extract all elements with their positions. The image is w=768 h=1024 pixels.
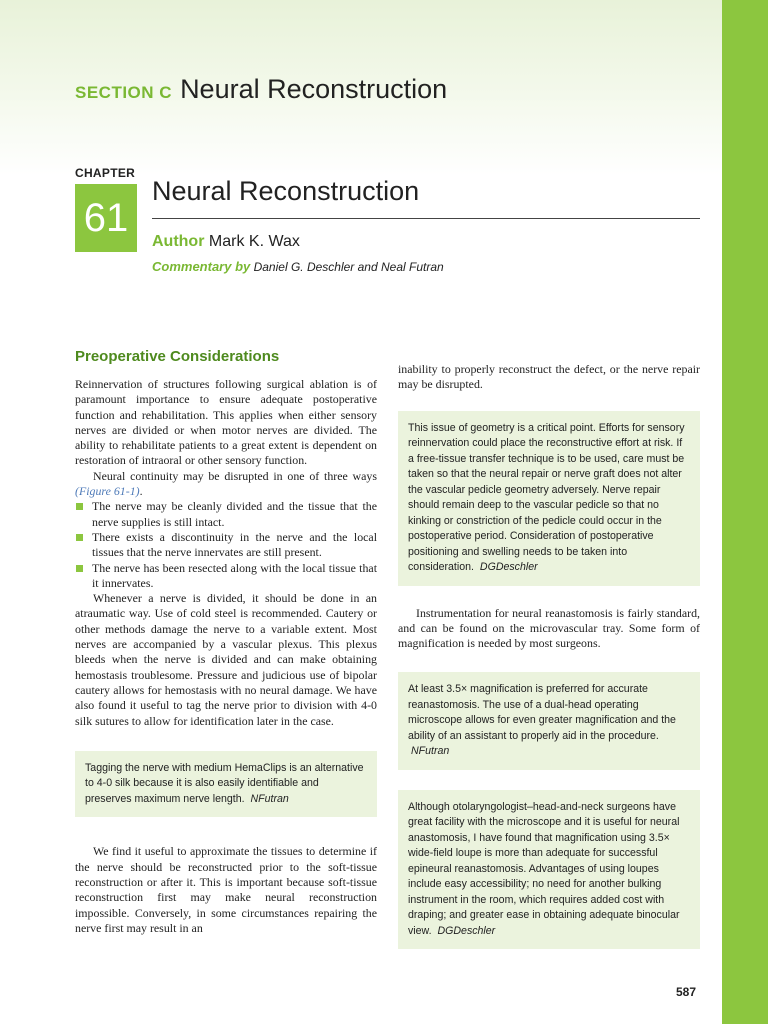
paragraph: We find it useful to approximate the tissues to determine if the nerve should be reconstructed prior to the soft-tissue reconstruction or after it. This is important because soft-tissue reconstruction first may make neural reconstruction impossible. Conversely, in some circumstances repairing the nerve first may result in an bbox=[75, 844, 377, 935]
page-number: 587 bbox=[676, 985, 697, 999]
left-column bbox=[75, 348, 377, 936]
section-name: Neural Reconstruction bbox=[180, 74, 448, 104]
commentary-box bbox=[398, 411, 700, 586]
commentary-line bbox=[152, 259, 444, 274]
commentary-text: Although otolaryngologist–head-and-neck surgeons have great facility with the microscope and it is useful for neural anastomosis, I have found that magnification using 3.5× wide-field loupe is more than adequate for successful epineural reanastomosis. Advantages of using loupes include easy accessibility; no need for another bulking instrument in the room, which requires added cost with draping; and greater ease in obtaining adequate binocular view. bbox=[408, 800, 680, 937]
author-line bbox=[152, 233, 300, 251]
paragraph: Whenever a nerve is divided, it should be done in an atraumatic way. Use of cold steel is recommended. Cautery or other methods damage the nerve to a variable extent. Most nerves are accompanied by a vascular plexus. This plexus bleeds when the nerve is divided and can make obtaining hemostasis troublesome. Pressure and judicious use of bipolar cautery allows for hemostasis with no neural damage. We have also found it useful to tag the nerve prior to division with 4-0 silk sutures to allow for identification later in the case. bbox=[75, 591, 377, 728]
section-title bbox=[75, 74, 447, 105]
bullet-item: The nerve may be cleanly divided and the tissue that the nerve supplies is still intact. bbox=[75, 499, 377, 530]
commentary-signature: DGDeschler bbox=[437, 924, 496, 937]
chapter-label: CHAPTER bbox=[75, 166, 136, 180]
commentary-box bbox=[75, 751, 377, 818]
chapter-divider bbox=[152, 218, 700, 219]
figure-reference-link[interactable]: (Figure 61-1) bbox=[75, 484, 140, 499]
paragraph: Reinnervation of structures following surgical ablation is of paramount importance to ensure adequate postoperative function and rehabilitation. This applies when either sensory nerves are divided or when motor nerves are divided. The ability to rehabilitate patients to a great extent is dependent on restoration of intraoral or other sensory function. bbox=[75, 377, 377, 468]
chapter-number: 61 bbox=[83, 195, 129, 240]
commentary-signature: DGDeschler bbox=[479, 561, 538, 574]
right-column bbox=[398, 362, 700, 949]
paragraph-text: Neural continuity may be disrupted in one of three ways bbox=[93, 468, 377, 483]
author-name: Mark K. Wax bbox=[208, 233, 300, 250]
section-label: SECTION C bbox=[75, 83, 173, 102]
commentary-text: This issue of geometry is a critical point. Efforts for sensory reinnervation could place the reconstructive effort at risk. If a free-tissue transfer technique is to be used, care must be taken so that the neural repair or nerve graft does not alter the vascular pedicle geometry adversely. Nerve repair should remain deep to the vascular pedicle so that no kinking or constriction of the pedicle could occur in the postoperative period. Consideration of postoperative positioning and swelling needs to be taken into consideration. bbox=[408, 421, 685, 574]
author-label: Author bbox=[152, 233, 205, 250]
commentary-text: Tagging the nerve with medium HemaClips is an alternative to 4-0 silk because it is also easily identifiable and preserves maximum nerve length. bbox=[85, 761, 364, 805]
bullet-item: There exists a discontinuity in the nerve and the local tissues that the nerve innervates are still present. bbox=[75, 530, 377, 561]
paragraph-text: . bbox=[139, 484, 143, 499]
section-heading: Preoperative Considerations bbox=[75, 348, 280, 365]
paragraph bbox=[75, 469, 377, 500]
paragraph: Instrumentation for neural reanastomosis is fairly standard, and can be found on the microvascular tray. Some form of magnification is needed by most surgeons. bbox=[398, 605, 700, 651]
commentary-text: At least 3.5× magnification is preferred for accurate reanastomosis. The use of a dual-head operating microscope allows for even greater magnification and the ability of an assistant to properly aid in the procedure. bbox=[408, 683, 676, 742]
commentary-label: Commentary by bbox=[152, 259, 251, 274]
commentary-signature: NFutran bbox=[411, 745, 450, 758]
bullet-list bbox=[75, 499, 377, 591]
chapter-title: Neural Reconstruction bbox=[152, 176, 420, 206]
chapter-number-badge bbox=[75, 184, 137, 252]
side-accent-bar bbox=[722, 0, 768, 1024]
commentary-box bbox=[398, 790, 700, 950]
commentary-signature: NFutran bbox=[250, 792, 289, 805]
commentary-names: Daniel G. Deschler and Neal Futran bbox=[253, 260, 444, 274]
commentary-box bbox=[398, 672, 700, 770]
bullet-item: The nerve has been resected along with the local tissue that it innervates. bbox=[75, 561, 377, 592]
paragraph: inability to properly reconstruct the defect, or the nerve repair may be disrupted. bbox=[398, 362, 700, 392]
